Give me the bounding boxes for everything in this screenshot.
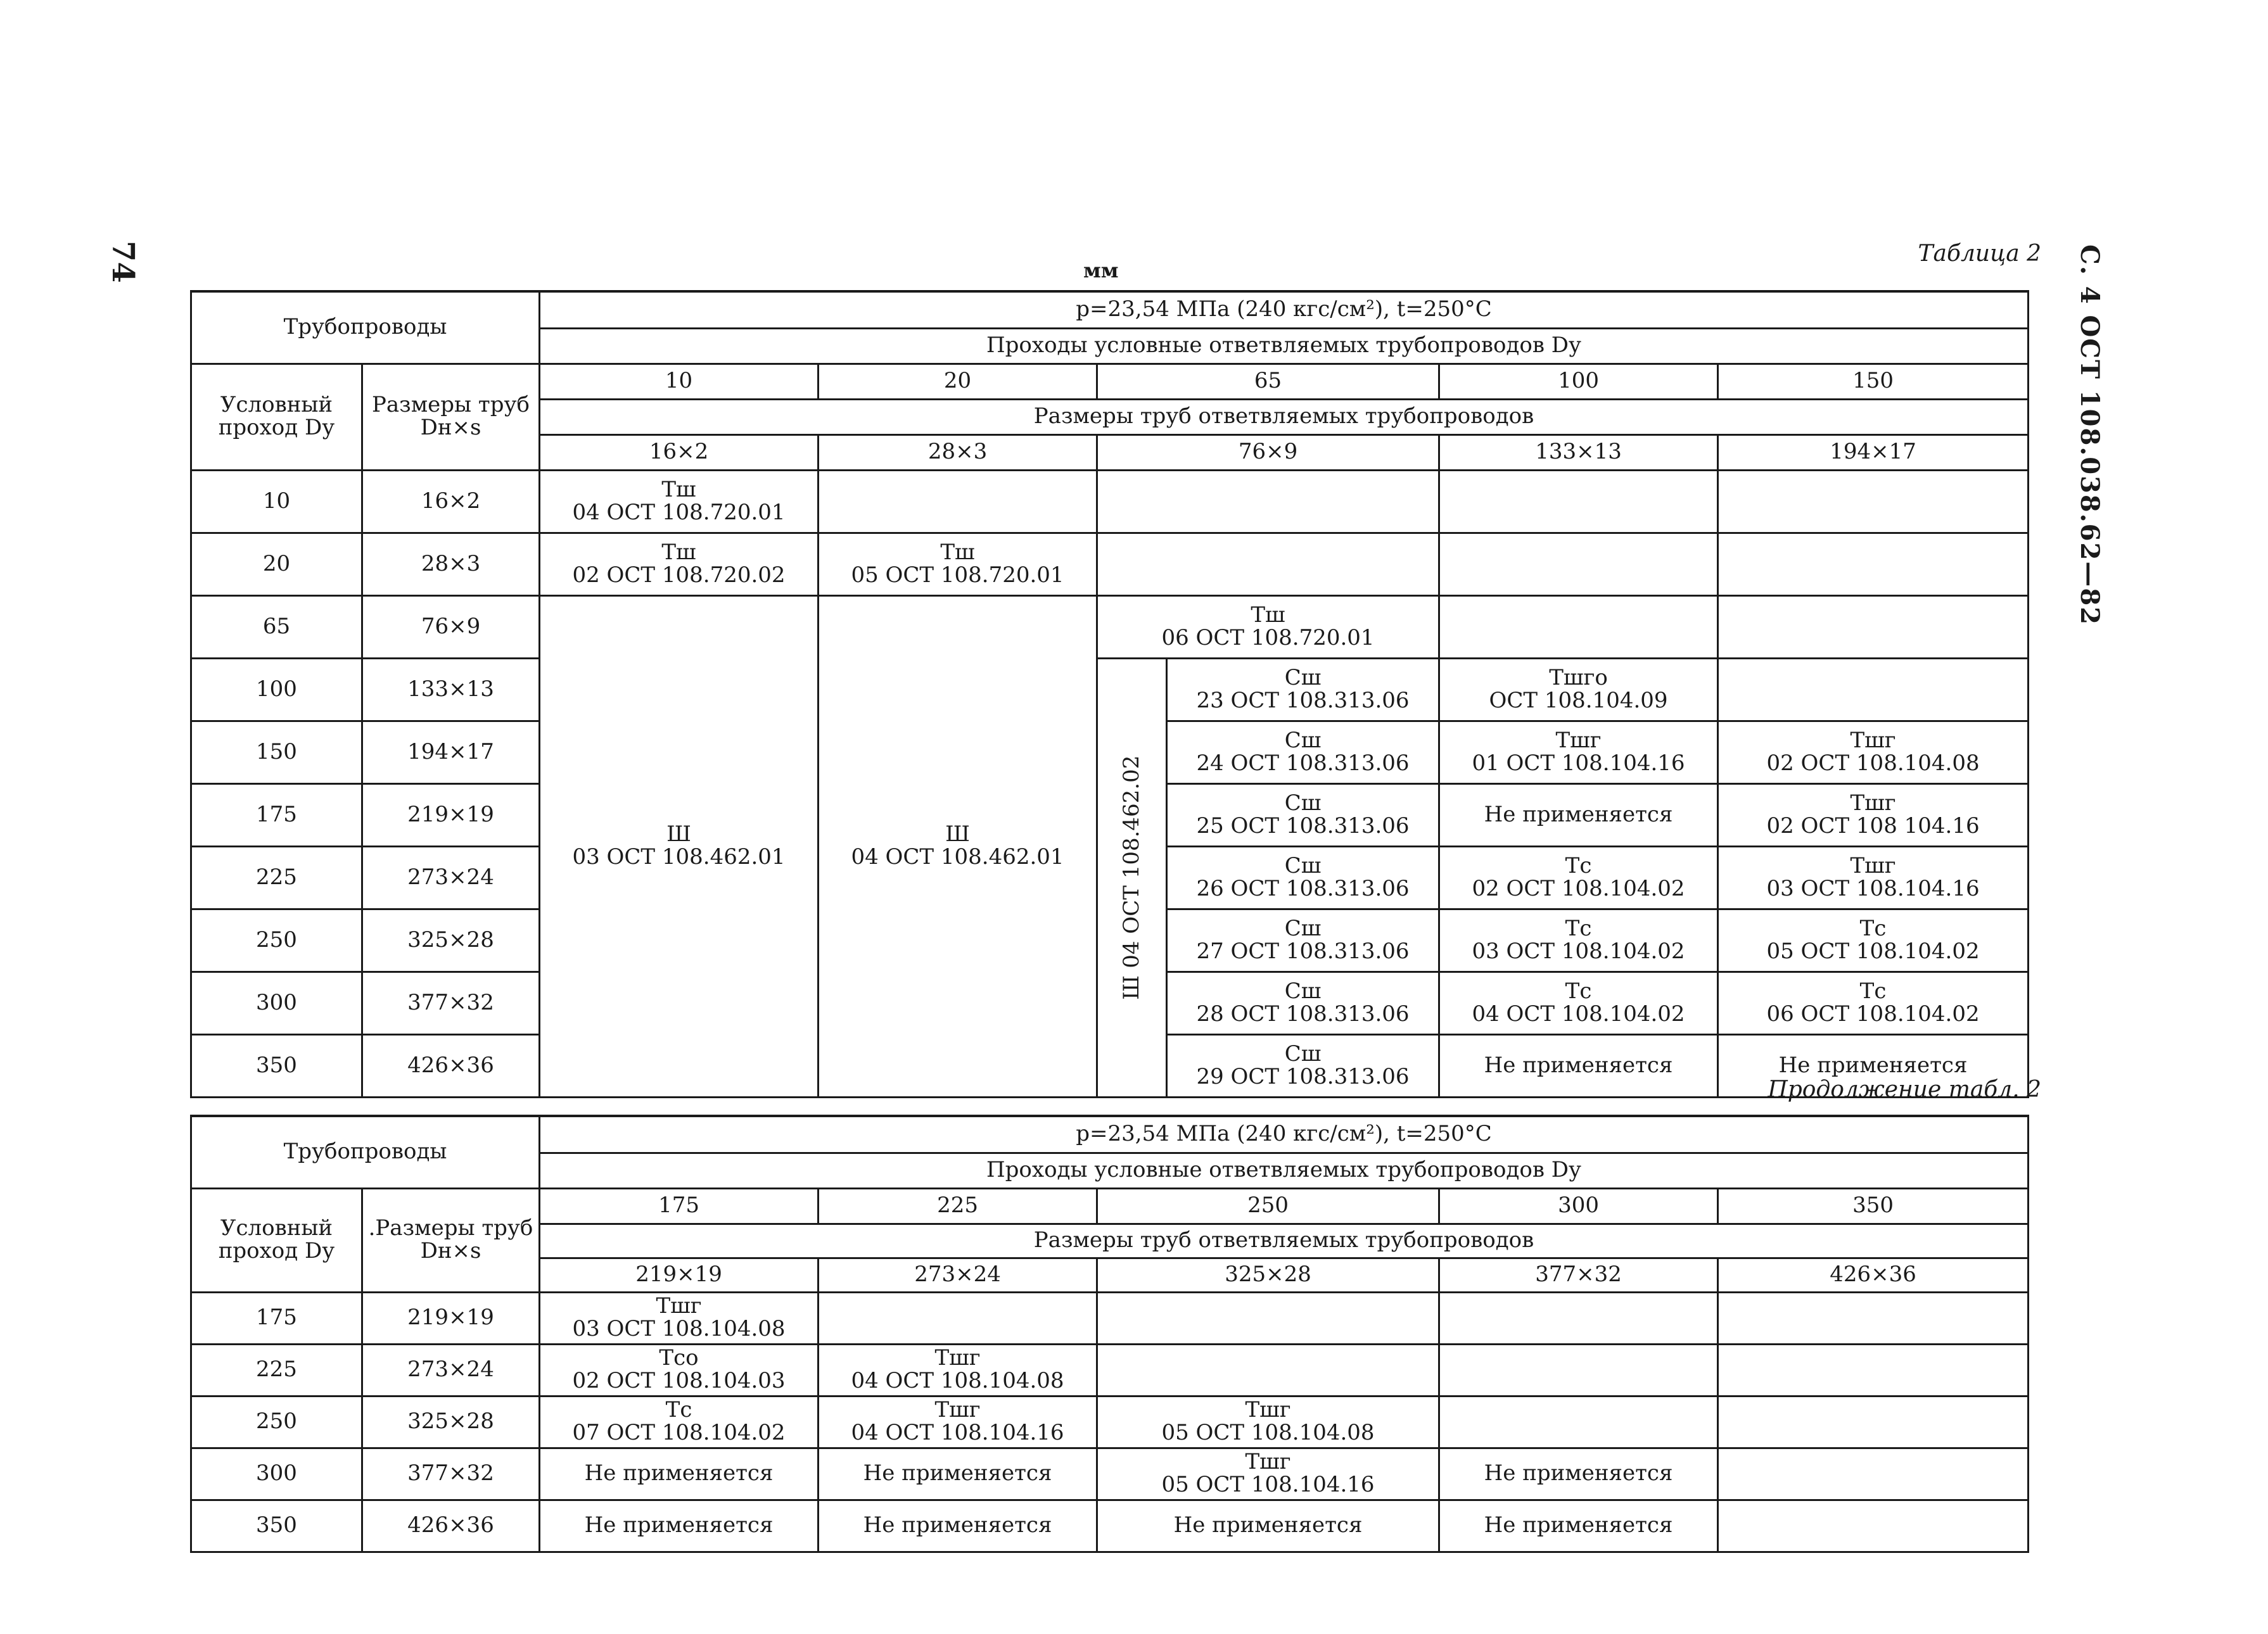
row-size: 426×36 <box>362 1500 540 1552</box>
table-main <box>190 290 2029 1098</box>
branch-size: 273×24 <box>819 1258 1097 1292</box>
header-pipe-size: Размеры труб Dн×s <box>362 364 540 470</box>
header-pipe-size: .Размеры труб Dн×s <box>362 1188 540 1292</box>
table-cell: Тш 05 ОСТ 108.720.01 <box>819 533 1097 595</box>
table-cell-merged: Ш 03 ОСТ 108.462.01 <box>540 595 819 1097</box>
table-cell: Тс 05 ОСТ 108.104.02 <box>1718 909 2029 972</box>
row-dy: 350 <box>191 1034 362 1097</box>
row-size: 273×24 <box>362 1344 540 1396</box>
row-size: 194×17 <box>362 721 540 783</box>
row-size: 273×24 <box>362 846 540 909</box>
document-code: С. 4 ОСТ 108.038.62—82 <box>2075 244 2105 626</box>
row-dy: 100 <box>191 658 362 721</box>
table-cell: Сш 26 ОСТ 108.313.06 <box>1167 846 1439 909</box>
table-row <box>191 1448 2029 1500</box>
table-cell: Не применяется <box>1097 1500 1439 1552</box>
table-row <box>191 658 2029 721</box>
table-cell: Сш 25 ОСТ 108.313.06 <box>1167 783 1439 846</box>
row-dy: 250 <box>191 909 362 972</box>
row-dy: 225 <box>191 846 362 909</box>
table-cell: Не применяется <box>1439 1034 1718 1097</box>
table-cell: Не применяется <box>1439 1500 1718 1552</box>
header-branch-dy: Проходы условные ответвляемых трубопроводов Dу <box>540 328 2029 364</box>
branch-size: 325×28 <box>1097 1258 1439 1292</box>
row-dy: 225 <box>191 1344 362 1396</box>
table-cell: Не применяется <box>540 1500 819 1552</box>
branch-dy: 150 <box>1718 364 2029 399</box>
table-cell <box>1439 533 1718 595</box>
table-cell: Тш 02 ОСТ 108.720.02 <box>540 533 819 595</box>
table-cell <box>819 470 1097 533</box>
table-cell <box>1718 658 2029 721</box>
table-cell: Не применяется <box>819 1448 1097 1500</box>
table-cell <box>1718 1292 2029 1344</box>
table-cell: Не применяется <box>1439 783 1718 846</box>
table-cell: Тшг 03 ОСТ 108.104.08 <box>540 1292 819 1344</box>
table-cell <box>1097 533 1439 595</box>
table-cell <box>1718 1344 2029 1396</box>
row-dy: 350 <box>191 1500 362 1552</box>
table-cell <box>1718 1500 2029 1552</box>
table-cell <box>1439 1396 1718 1448</box>
row-dy: 300 <box>191 1448 362 1500</box>
branch-dy: 250 <box>1097 1188 1439 1224</box>
table-row <box>191 1500 2029 1552</box>
table-cell <box>1718 1396 2029 1448</box>
table-cell: Тшг 04 ОСТ 108.104.08 <box>819 1344 1097 1396</box>
row-dy: 300 <box>191 972 362 1034</box>
table-cell: Сш 24 ОСТ 108.313.06 <box>1167 721 1439 783</box>
header-nominal-dy: Условный проход Dу <box>191 364 362 470</box>
branch-dy: 175 <box>540 1188 819 1224</box>
table-cell: Не применяется <box>1439 1448 1718 1500</box>
branch-dy: 350 <box>1718 1188 2029 1224</box>
table-cell: Не применяется <box>819 1500 1097 1552</box>
row-size: 325×28 <box>362 1396 540 1448</box>
table-cell <box>1097 1292 1439 1344</box>
branch-size: 219×19 <box>540 1258 819 1292</box>
table-cell <box>1718 470 2029 533</box>
table-cell: Тшго ОСТ 108.104.09 <box>1439 658 1718 721</box>
table-cell <box>1097 1344 1439 1396</box>
table-cell: Тшг 05 ОСТ 108.104.08 <box>1097 1396 1439 1448</box>
page-number: 74 <box>105 241 141 283</box>
table-row <box>191 470 2029 533</box>
table-cell: Тс 03 ОСТ 108.104.02 <box>1439 909 1718 972</box>
row-size: 377×32 <box>362 1448 540 1500</box>
table-continuation-caption: Продолжение табл. 2 <box>1768 1077 2041 1103</box>
header-pipelines: Трубопроводы <box>191 291 540 364</box>
header-nominal-dy: Условный проход Dу <box>191 1188 362 1292</box>
table-cell <box>819 1292 1097 1344</box>
branch-dy: 65 <box>1097 364 1439 399</box>
row-dy: 250 <box>191 1396 362 1448</box>
units-label: мм <box>1083 258 1119 282</box>
branch-size: 377×32 <box>1439 1258 1718 1292</box>
row-size: 76×9 <box>362 595 540 658</box>
table-row <box>191 1344 2029 1396</box>
header-pressure: p=23,54 МПа (240 кгс/см²), t=250°C <box>540 1116 2029 1153</box>
table-cell: Тс 04 ОСТ 108.104.02 <box>1439 972 1718 1034</box>
branch-size: 28×3 <box>819 434 1097 470</box>
header-branch-dy: Проходы условные ответвляемых трубопроводов Dу <box>540 1153 2029 1188</box>
branch-size: 426×36 <box>1718 1258 2029 1292</box>
header-pressure: p=23,54 МПа (240 кгс/см²), t=250°C <box>540 291 2029 328</box>
table-cell: Тсо 02 ОСТ 108.104.03 <box>540 1344 819 1396</box>
table-cell: Тш 06 ОСТ 108.720.01 <box>1097 595 1439 658</box>
row-size: 219×19 <box>362 1292 540 1344</box>
table-row <box>191 1396 2029 1448</box>
table-continuation <box>190 1115 2029 1553</box>
table-cell: Сш 27 ОСТ 108.313.06 <box>1167 909 1439 972</box>
row-size: 219×19 <box>362 783 540 846</box>
table-cell: Тс 06 ОСТ 108.104.02 <box>1718 972 2029 1034</box>
table-cell: Сш 29 ОСТ 108.313.06 <box>1167 1034 1439 1097</box>
branch-dy: 300 <box>1439 1188 1718 1224</box>
row-size: 426×36 <box>362 1034 540 1097</box>
table-cell <box>1439 1292 1718 1344</box>
row-dy: 175 <box>191 1292 362 1344</box>
table-cell <box>1718 595 2029 658</box>
row-dy: 65 <box>191 595 362 658</box>
table-cell: Тшг 01 ОСТ 108.104.16 <box>1439 721 1718 783</box>
table-cell: Не применяется <box>540 1448 819 1500</box>
table-cell: Тс 02 ОСТ 108.104.02 <box>1439 846 1718 909</box>
row-size: 325×28 <box>362 909 540 972</box>
branch-dy: 20 <box>819 364 1097 399</box>
table-cell <box>1439 1344 1718 1396</box>
row-dy: 175 <box>191 783 362 846</box>
branch-dy: 225 <box>819 1188 1097 1224</box>
table-row <box>191 1292 2029 1344</box>
branch-dy: 100 <box>1439 364 1718 399</box>
table-cell: Тш 04 ОСТ 108.720.01 <box>540 470 819 533</box>
table-cell <box>1439 595 1718 658</box>
table-cell: Тшг 05 ОСТ 108.104.16 <box>1097 1448 1439 1500</box>
header-branch-sizes: Размеры труб ответвляемых трубопроводов <box>540 399 2029 434</box>
branch-size: 16×2 <box>540 434 819 470</box>
row-size: 16×2 <box>362 470 540 533</box>
header-branch-sizes: Размеры труб ответвляемых трубопроводов <box>540 1224 2029 1258</box>
table-cell <box>1097 470 1439 533</box>
row-dy: 150 <box>191 721 362 783</box>
row-size: 28×3 <box>362 533 540 595</box>
table-cell: Тс 07 ОСТ 108.104.02 <box>540 1396 819 1448</box>
table-caption: Таблица 2 <box>1918 241 2041 267</box>
table-cell: Тшг 04 ОСТ 108.104.16 <box>819 1396 1097 1448</box>
table-cell <box>1718 1448 2029 1500</box>
row-dy: 10 <box>191 470 362 533</box>
table-cell: Сш 28 ОСТ 108.313.06 <box>1167 972 1439 1034</box>
table-cell: Тшг 02 ОСТ 108 104.16 <box>1718 783 2029 846</box>
table-cell <box>1718 533 2029 595</box>
table-cell: Тшг 02 ОСТ 108.104.08 <box>1718 721 2029 783</box>
table-cell: Сш 23 ОСТ 108.313.06 <box>1167 658 1439 721</box>
row-size: 377×32 <box>362 972 540 1034</box>
branch-size: 76×9 <box>1097 434 1439 470</box>
branch-size: 133×13 <box>1439 434 1718 470</box>
row-size: 133×13 <box>362 658 540 721</box>
header-pipelines: Трубопроводы <box>191 1116 540 1188</box>
table-row <box>191 533 2029 595</box>
table-cell-merged: Ш 04 ОСТ 108.462.01 <box>819 595 1097 1097</box>
table-row <box>191 595 2029 658</box>
branch-size: 194×17 <box>1718 434 2029 470</box>
table-cell: Не применяется <box>1718 1034 2029 1097</box>
branch-dy: 10 <box>540 364 819 399</box>
table-cell: Тшг 03 ОСТ 108.104.16 <box>1718 846 2029 909</box>
row-dy: 20 <box>191 533 362 595</box>
table-cell <box>1439 470 1718 533</box>
table-cell-vertical: Ш 04 ОСТ 108.462.02 <box>1097 658 1167 1097</box>
